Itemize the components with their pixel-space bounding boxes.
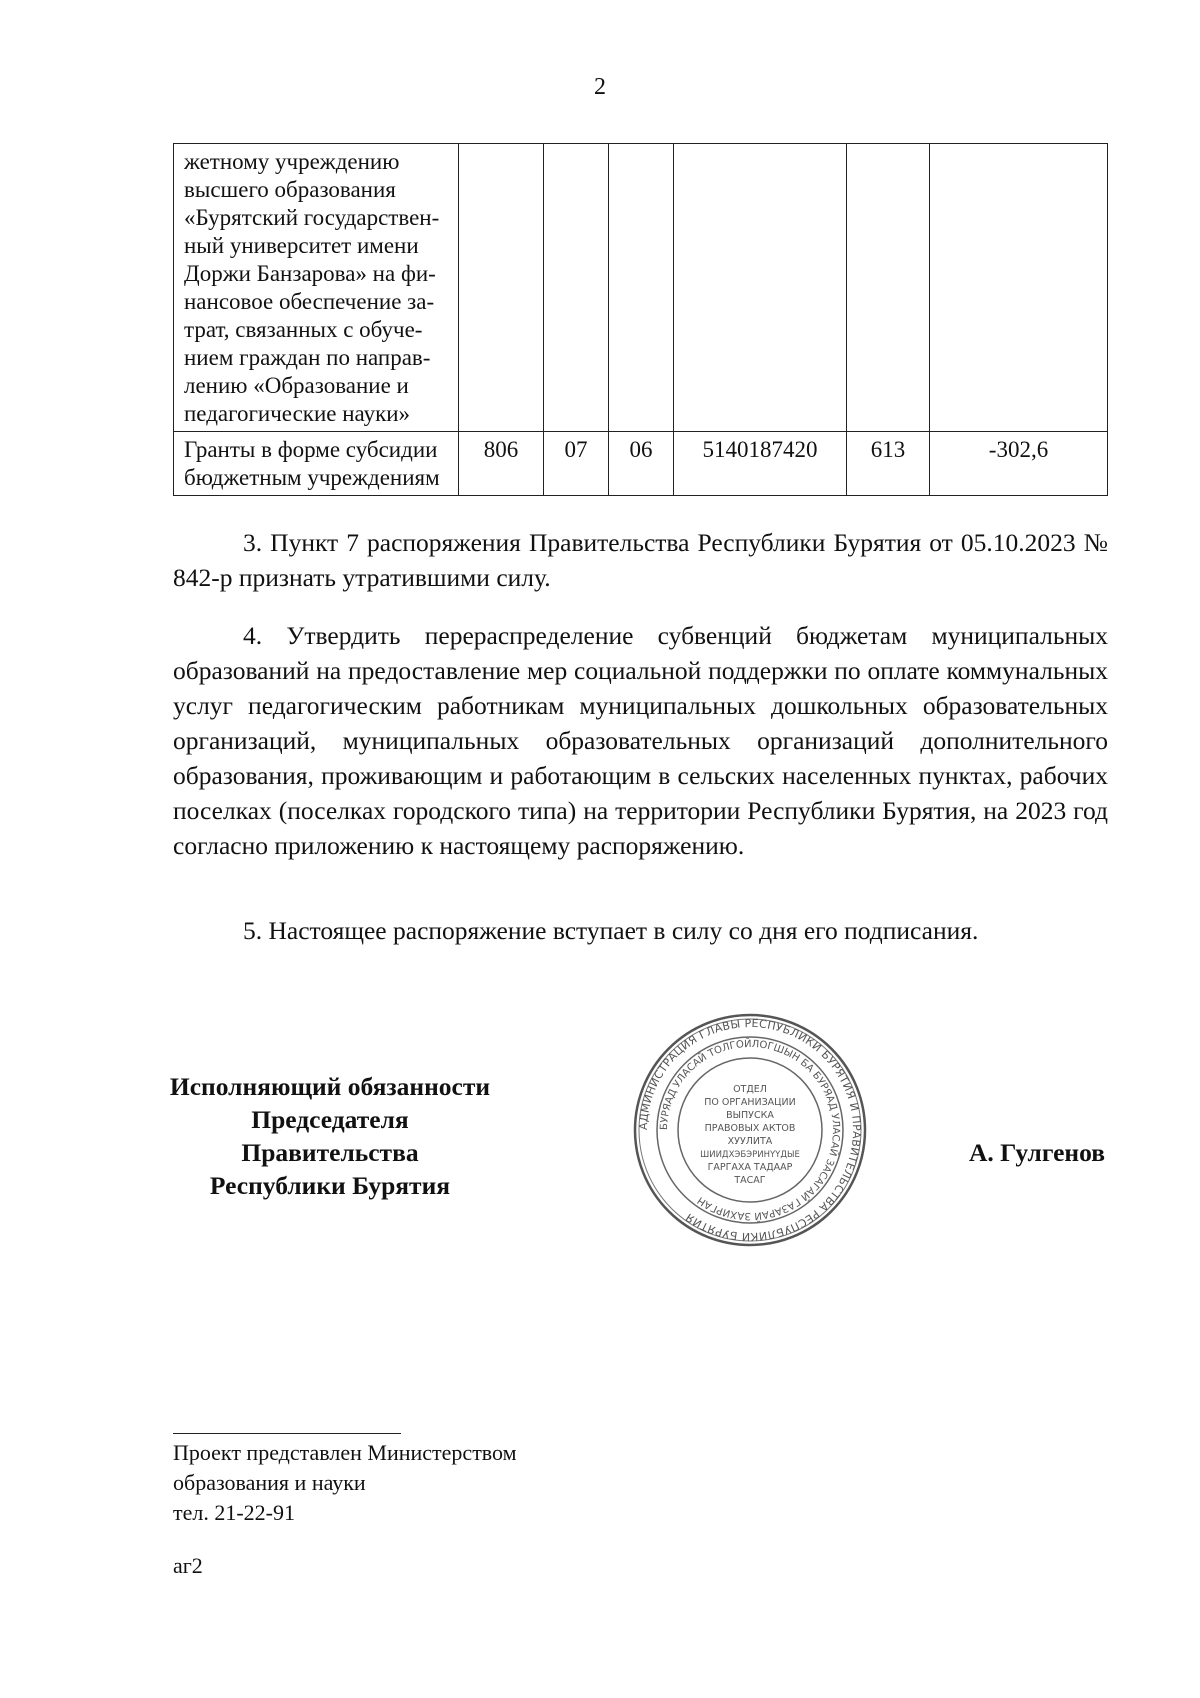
amount-cell: -302,6 xyxy=(930,432,1108,496)
expense-type-cell: 613 xyxy=(847,432,930,496)
ministry-code-cell xyxy=(459,144,544,432)
seal-center-line: ШИИДХЭБЭРИНҮҮДЫЕ xyxy=(700,1150,800,1160)
seal-center-line: ПРАВОВЫХ АКТОВ xyxy=(704,1123,796,1134)
amount-cell xyxy=(930,144,1108,432)
table-row xyxy=(174,432,1108,496)
subsection-cell: 06 xyxy=(609,432,674,496)
ministry-code-cell: 806 xyxy=(459,432,544,496)
official-seal xyxy=(632,1012,868,1248)
section-cell: 07 xyxy=(544,432,609,496)
seal-center-line: ПО ОРГАНИЗАЦИИ xyxy=(704,1097,796,1108)
signatory-name: А. Гулгенов xyxy=(969,1138,1105,1167)
seal-center-line: ОТДЕЛ xyxy=(733,1084,767,1095)
footnote: Проект представлен Министерством образования и науки тел. 21-22-91 xyxy=(173,1440,517,1525)
target-article-cell xyxy=(674,144,847,432)
row-name-cell: жетному учреждению высшего образования «Бурятский государствен- ный университет имени Доржи Банзарова» на фи- нансовое обеспечение за- трат, связанных с обуче- нием граждан по направ- лению «Образование и педагогические науки» xyxy=(174,144,459,432)
seal-outer-text: АДМИНИСТРАЦИЯ ГЛАВЫ РЕСПУБЛИКИ БУРЯТИЯ И ПРАВИТЕЛЬСТВА РЕСПУБЛИКИ БУРЯТИЯ xyxy=(636,1016,864,1244)
table-row xyxy=(174,144,1108,432)
expense-type-cell xyxy=(847,144,930,432)
seal-center-line: ХУУЛИТА xyxy=(727,1136,773,1147)
budget-table xyxy=(173,143,1108,496)
paragraph-5: 5. Настоящее распоряжение вступает в силу со дня его подписания. xyxy=(243,916,979,945)
seal-center-line: ТАСАГ xyxy=(734,1175,766,1186)
document-code: аг2 xyxy=(173,1553,203,1578)
section-cell xyxy=(544,144,609,432)
paragraph-3: 3. Пункт 7 распоряжения Правительства Республики Бурятия от 05.10.2023 № 842-р признать утратившими силу. xyxy=(173,528,1108,592)
page-number: 2 xyxy=(594,74,606,100)
paragraph-4: 4. Утвердить перераспределение субвенций бюджетам муниципальных образований на предоставление мер социальной поддержки по оплате коммунальных услуг педагогическим работникам муниципальных дошкольных образовательных организаций, муниципальных образовательных организаций дополнительного образования, проживающим и работающим в сельских населенных пунктах, рабочих поселках (поселках городского типа) на территории Республики Бурятия, на 2023 год согласно приложению к настоящему распоряжению. xyxy=(173,621,1108,860)
seal-center-line: ВЫПУСКА xyxy=(726,1110,774,1121)
seal-center-line: ГАРГАХА ТАДААР xyxy=(707,1162,793,1173)
footnote-divider xyxy=(173,1433,401,1434)
subsection-cell xyxy=(609,144,674,432)
signatory-title: Исполняющий обязанности Председателя Правительства Республики Бурятия xyxy=(169,1072,491,1200)
row-name-cell: Гранты в форме субсидии бюджетным учреждениям xyxy=(174,432,459,496)
seal-inner-text: БУРЯАД УЛАСАЙ ТОЛГОЙЛОГШЫН БА БУРЯАД УЛАСАЙ ЗАСАГАЙ ГАЗАРАЙ ЗАХИРГАН xyxy=(658,1038,842,1222)
target-article-cell: 5140187420 xyxy=(674,432,847,496)
